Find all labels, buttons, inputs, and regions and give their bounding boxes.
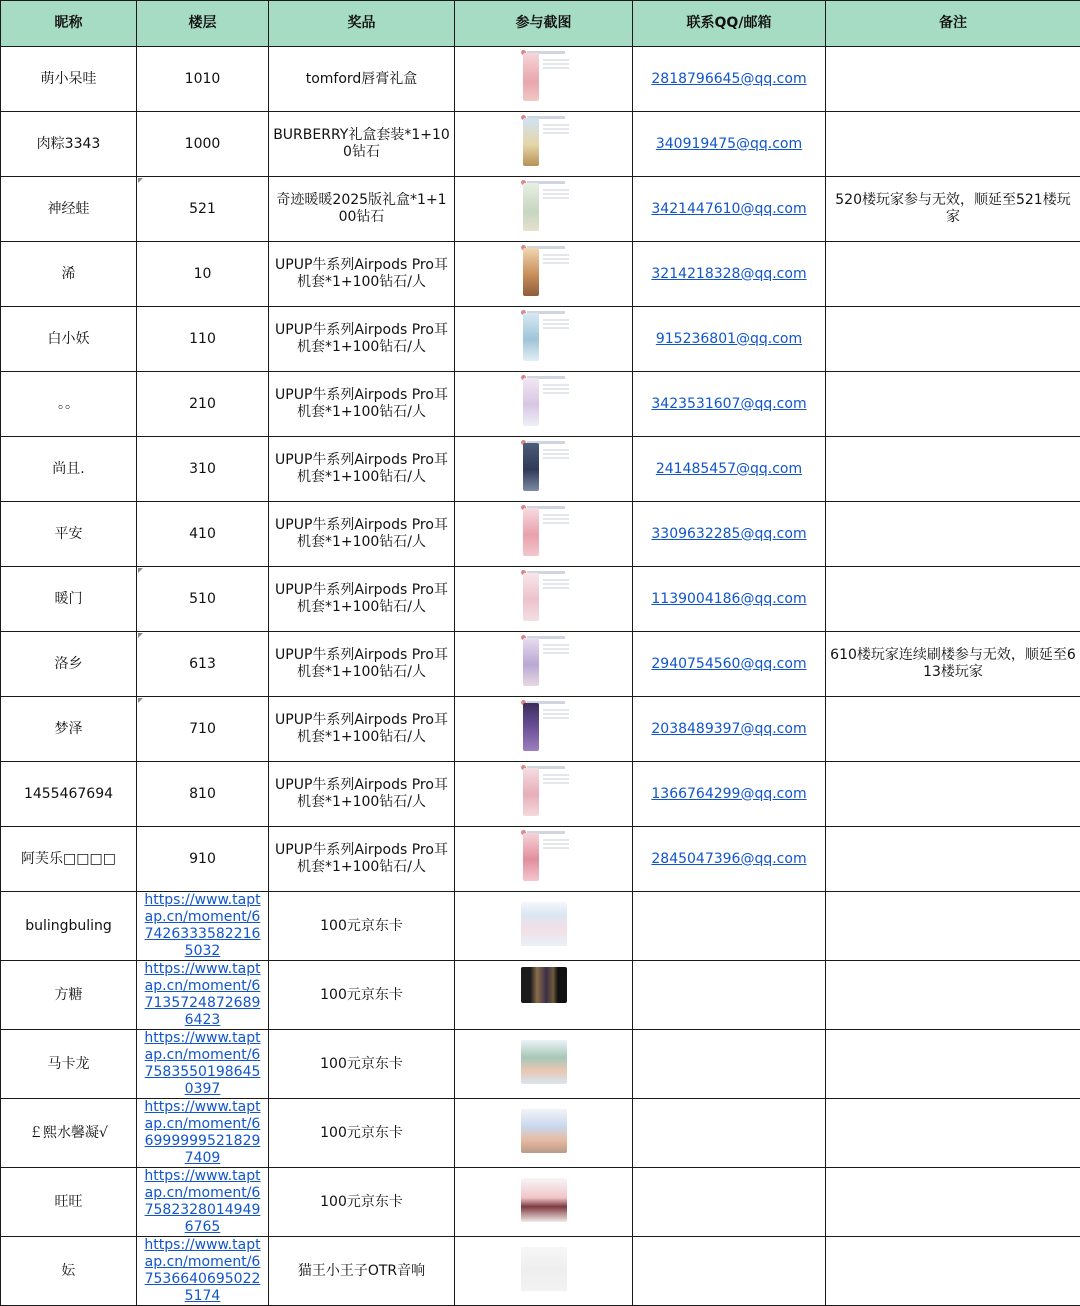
contact-cell xyxy=(633,47,826,112)
floor-cell: 410 xyxy=(137,502,269,567)
screenshot-cell xyxy=(455,827,633,892)
contact-email-link[interactable]: 340919475@qq.com xyxy=(656,136,802,152)
contact-cell xyxy=(633,961,826,1030)
floor-cell: 310 xyxy=(137,437,269,502)
contact-cell xyxy=(633,372,826,437)
screenshot-cell xyxy=(455,567,633,632)
screenshot-cell xyxy=(455,1099,633,1168)
column-header-screenshot: 参与截图 xyxy=(455,1,633,47)
screenshot-cell xyxy=(455,242,633,307)
note-cell xyxy=(826,762,1080,827)
screenshot-thumbnail[interactable] xyxy=(513,829,575,889)
screenshot-cell xyxy=(455,961,633,1030)
contact-cell xyxy=(633,242,826,307)
column-header-contact: 联系QQ/邮箱 xyxy=(633,1,826,47)
moment-link[interactable]: https://www.taptap.cn/moment/674263335822165032 xyxy=(144,892,260,959)
screenshot-cell xyxy=(455,502,633,567)
nickname-cell: 浠 xyxy=(1,242,137,307)
table-row xyxy=(1,47,1080,112)
screenshot-thumbnail[interactable] xyxy=(513,764,575,824)
contact-cell xyxy=(633,567,826,632)
nickname-cell: bulingbuling xyxy=(1,892,137,961)
screenshot-thumbnail[interactable] xyxy=(513,699,575,759)
prize-cell: 100元京东卡 xyxy=(269,1168,455,1237)
screenshot-thumbnail[interactable] xyxy=(513,374,575,434)
nickname-cell: 神经蛙 xyxy=(1,177,137,242)
floor-cell: 910 xyxy=(137,827,269,892)
contact-cell xyxy=(633,697,826,762)
table-row xyxy=(1,1168,1080,1237)
nickname-cell: 暖门 xyxy=(1,567,137,632)
table-row xyxy=(1,892,1080,961)
floor-cell xyxy=(137,1030,269,1099)
table-row xyxy=(1,242,1080,307)
note-cell xyxy=(826,372,1080,437)
contact-cell xyxy=(633,437,826,502)
note-cell xyxy=(826,437,1080,502)
floor-cell: 810 xyxy=(137,762,269,827)
nickname-cell: 马卡龙 xyxy=(1,1030,137,1099)
contact-email-link[interactable]: 2940754560@qq.com xyxy=(651,656,806,672)
screenshot-cell xyxy=(455,307,633,372)
screenshot-thumbnail[interactable] xyxy=(513,1172,575,1232)
screenshot-cell xyxy=(455,697,633,762)
floor-cell: 10 xyxy=(137,242,269,307)
screenshot-thumbnail[interactable] xyxy=(513,49,575,109)
prize-cell: UPUP牛系列Airpods Pro耳机套*1+100钻石/人 xyxy=(269,827,455,892)
screenshot-thumbnail[interactable] xyxy=(513,569,575,629)
prize-cell: UPUP牛系列Airpods Pro耳机套*1+100钻石/人 xyxy=(269,762,455,827)
note-cell xyxy=(826,1237,1080,1306)
table-row xyxy=(1,112,1080,177)
moment-link[interactable]: https://www.taptap.cn/moment/675823280149496765 xyxy=(144,1168,260,1235)
note-cell xyxy=(826,1030,1080,1099)
contact-email-link[interactable]: 2038489397@qq.com xyxy=(651,721,806,737)
floor-cell xyxy=(137,961,269,1030)
nickname-cell: ￡熙水馨凝√ xyxy=(1,1099,137,1168)
floor-cell xyxy=(137,1237,269,1306)
floor-cell: 210 xyxy=(137,372,269,437)
screenshot-thumbnail[interactable] xyxy=(513,634,575,694)
prize-cell: 猫王小王子OTR音响 xyxy=(269,1237,455,1306)
contact-cell xyxy=(633,112,826,177)
prize-cell: UPUP牛系列Airpods Pro耳机套*1+100钻石/人 xyxy=(269,307,455,372)
nickname-cell: 尚且. xyxy=(1,437,137,502)
nickname-cell: 旺旺 xyxy=(1,1168,137,1237)
screenshot-cell xyxy=(455,632,633,697)
prize-cell: BURBERRY礼盒套装*1+100钻石 xyxy=(269,112,455,177)
screenshot-thumbnail[interactable] xyxy=(513,179,575,239)
prize-cell: 100元京东卡 xyxy=(269,961,455,1030)
nickname-cell: 。。 xyxy=(1,372,137,437)
table-row xyxy=(1,567,1080,632)
screenshot-thumbnail[interactable] xyxy=(513,896,575,956)
column-header-floor: 楼层 xyxy=(137,1,269,47)
note-cell xyxy=(826,1168,1080,1237)
table-row xyxy=(1,827,1080,892)
screenshot-thumbnail[interactable] xyxy=(513,309,575,369)
floor-cell: 613 xyxy=(137,632,269,697)
screenshot-thumbnail[interactable] xyxy=(513,1103,575,1163)
floor-cell xyxy=(137,892,269,961)
nickname-cell: 妘 xyxy=(1,1237,137,1306)
screenshot-thumbnail[interactable] xyxy=(513,439,575,499)
screenshot-cell xyxy=(455,177,633,242)
contact-email-link[interactable]: 915236801@qq.com xyxy=(656,331,802,347)
floor-cell: 110 xyxy=(137,307,269,372)
contact-email-link[interactable]: 2818796645@qq.com xyxy=(651,71,806,87)
contact-cell xyxy=(633,1030,826,1099)
prize-cell: UPUP牛系列Airpods Pro耳机套*1+100钻石/人 xyxy=(269,242,455,307)
screenshot-cell xyxy=(455,437,633,502)
contact-cell xyxy=(633,827,826,892)
note-cell xyxy=(826,502,1080,567)
column-header-prize: 奖品 xyxy=(269,1,455,47)
note-cell xyxy=(826,892,1080,961)
screenshot-thumbnail[interactable] xyxy=(513,244,575,304)
contact-email-link[interactable]: 1139004186@qq.com xyxy=(651,591,806,607)
moment-link[interactable]: https://www.taptap.cn/moment/671357248726896423 xyxy=(144,961,260,1028)
screenshot-cell xyxy=(455,1237,633,1306)
screenshot-cell xyxy=(455,372,633,437)
table-row xyxy=(1,372,1080,437)
table-row xyxy=(1,1237,1080,1306)
contact-cell xyxy=(633,1237,826,1306)
nickname-cell: 洛乡 xyxy=(1,632,137,697)
contact-cell xyxy=(633,632,826,697)
prize-cell: tomford唇膏礼盒 xyxy=(269,47,455,112)
moment-link[interactable]: https://www.taptap.cn/moment/675366406950225174 xyxy=(144,1237,260,1304)
prize-cell: 奇迹暖暖2025版礼盒*1+100钻石 xyxy=(269,177,455,242)
note-cell: 610楼玩家连续刷楼参与无效，顺延至613楼玩家 xyxy=(826,632,1080,697)
table-row xyxy=(1,1099,1080,1168)
moment-link[interactable]: https://www.taptap.cn/moment/669999995218297409 xyxy=(144,1099,260,1166)
floor-cell xyxy=(137,1099,269,1168)
screenshot-cell xyxy=(455,1030,633,1099)
note-cell xyxy=(826,567,1080,632)
note-cell xyxy=(826,242,1080,307)
screenshot-thumbnail[interactable] xyxy=(513,114,575,174)
contact-cell xyxy=(633,892,826,961)
table-row xyxy=(1,437,1080,502)
floor-cell: 710 xyxy=(137,697,269,762)
prize-cell: UPUP牛系列Airpods Pro耳机套*1+100钻石/人 xyxy=(269,502,455,567)
note-cell xyxy=(826,47,1080,112)
screenshot-cell xyxy=(455,112,633,177)
contact-email-link[interactable]: 1366764299@qq.com xyxy=(651,786,806,802)
note-cell xyxy=(826,112,1080,177)
contact-cell xyxy=(633,502,826,567)
contact-cell xyxy=(633,177,826,242)
nickname-cell: 肉粽3343 xyxy=(1,112,137,177)
table-row xyxy=(1,177,1080,242)
floor-cell: 510 xyxy=(137,567,269,632)
table-row xyxy=(1,307,1080,372)
contact-cell xyxy=(633,762,826,827)
floor-cell xyxy=(137,1168,269,1237)
prize-cell: UPUP牛系列Airpods Pro耳机套*1+100钻石/人 xyxy=(269,567,455,632)
column-header-note: 备注 xyxy=(826,1,1080,47)
prize-cell: UPUP牛系列Airpods Pro耳机套*1+100钻石/人 xyxy=(269,632,455,697)
note-cell: 520楼玩家参与无效，顺延至521楼玩家 xyxy=(826,177,1080,242)
note-cell xyxy=(826,307,1080,372)
contact-email-link[interactable]: 2845047396@qq.com xyxy=(651,851,806,867)
contact-cell xyxy=(633,1099,826,1168)
table-row xyxy=(1,961,1080,1030)
prize-cell: UPUP牛系列Airpods Pro耳机套*1+100钻石/人 xyxy=(269,372,455,437)
contact-email-link[interactable]: 3309632285@qq.com xyxy=(651,526,806,542)
screenshot-thumbnail[interactable] xyxy=(513,1034,575,1094)
prize-cell: 100元京东卡 xyxy=(269,1030,455,1099)
table-row xyxy=(1,1030,1080,1099)
nickname-cell: 白小妖 xyxy=(1,307,137,372)
floor-cell: 1010 xyxy=(137,47,269,112)
screenshot-cell xyxy=(455,47,633,112)
table-row xyxy=(1,762,1080,827)
nickname-cell: 阿芙乐□□□□ xyxy=(1,827,137,892)
floor-cell: 521 xyxy=(137,177,269,242)
note-cell xyxy=(826,1099,1080,1168)
nickname-cell: 萌小呆哇 xyxy=(1,47,137,112)
screenshot-cell xyxy=(455,762,633,827)
screenshot-thumbnail[interactable] xyxy=(513,1241,575,1301)
prize-cell: UPUP牛系列Airpods Pro耳机套*1+100钻石/人 xyxy=(269,437,455,502)
screenshot-thumbnail[interactable] xyxy=(513,504,575,564)
contact-email-link[interactable]: 241485457@qq.com xyxy=(656,461,802,477)
contact-email-link[interactable]: 3423531607@qq.com xyxy=(651,396,806,412)
contact-email-link[interactable]: 3421447610@qq.com xyxy=(651,201,806,217)
prize-cell: 100元京东卡 xyxy=(269,1099,455,1168)
screenshot-cell xyxy=(455,892,633,961)
screenshot-thumbnail[interactable] xyxy=(513,965,575,1025)
contact-cell xyxy=(633,1168,826,1237)
nickname-cell: 1455467694 xyxy=(1,762,137,827)
nickname-cell: 梦泽 xyxy=(1,697,137,762)
note-cell xyxy=(826,961,1080,1030)
header-row xyxy=(1,1,1080,47)
table-row xyxy=(1,502,1080,567)
table-row xyxy=(1,697,1080,762)
prize-cell: UPUP牛系列Airpods Pro耳机套*1+100钻石/人 xyxy=(269,697,455,762)
contact-cell xyxy=(633,307,826,372)
floor-cell: 1000 xyxy=(137,112,269,177)
note-cell xyxy=(826,827,1080,892)
note-cell xyxy=(826,697,1080,762)
column-header-nickname: 昵称 xyxy=(1,1,137,47)
screenshot-cell xyxy=(455,1168,633,1237)
contact-email-link[interactable]: 3214218328@qq.com xyxy=(651,266,806,282)
table-row xyxy=(1,632,1080,697)
nickname-cell: 平安 xyxy=(1,502,137,567)
moment-link[interactable]: https://www.taptap.cn/moment/675835501986450397 xyxy=(144,1030,260,1097)
prize-cell: 100元京东卡 xyxy=(269,892,455,961)
nickname-cell: 方糖 xyxy=(1,961,137,1030)
